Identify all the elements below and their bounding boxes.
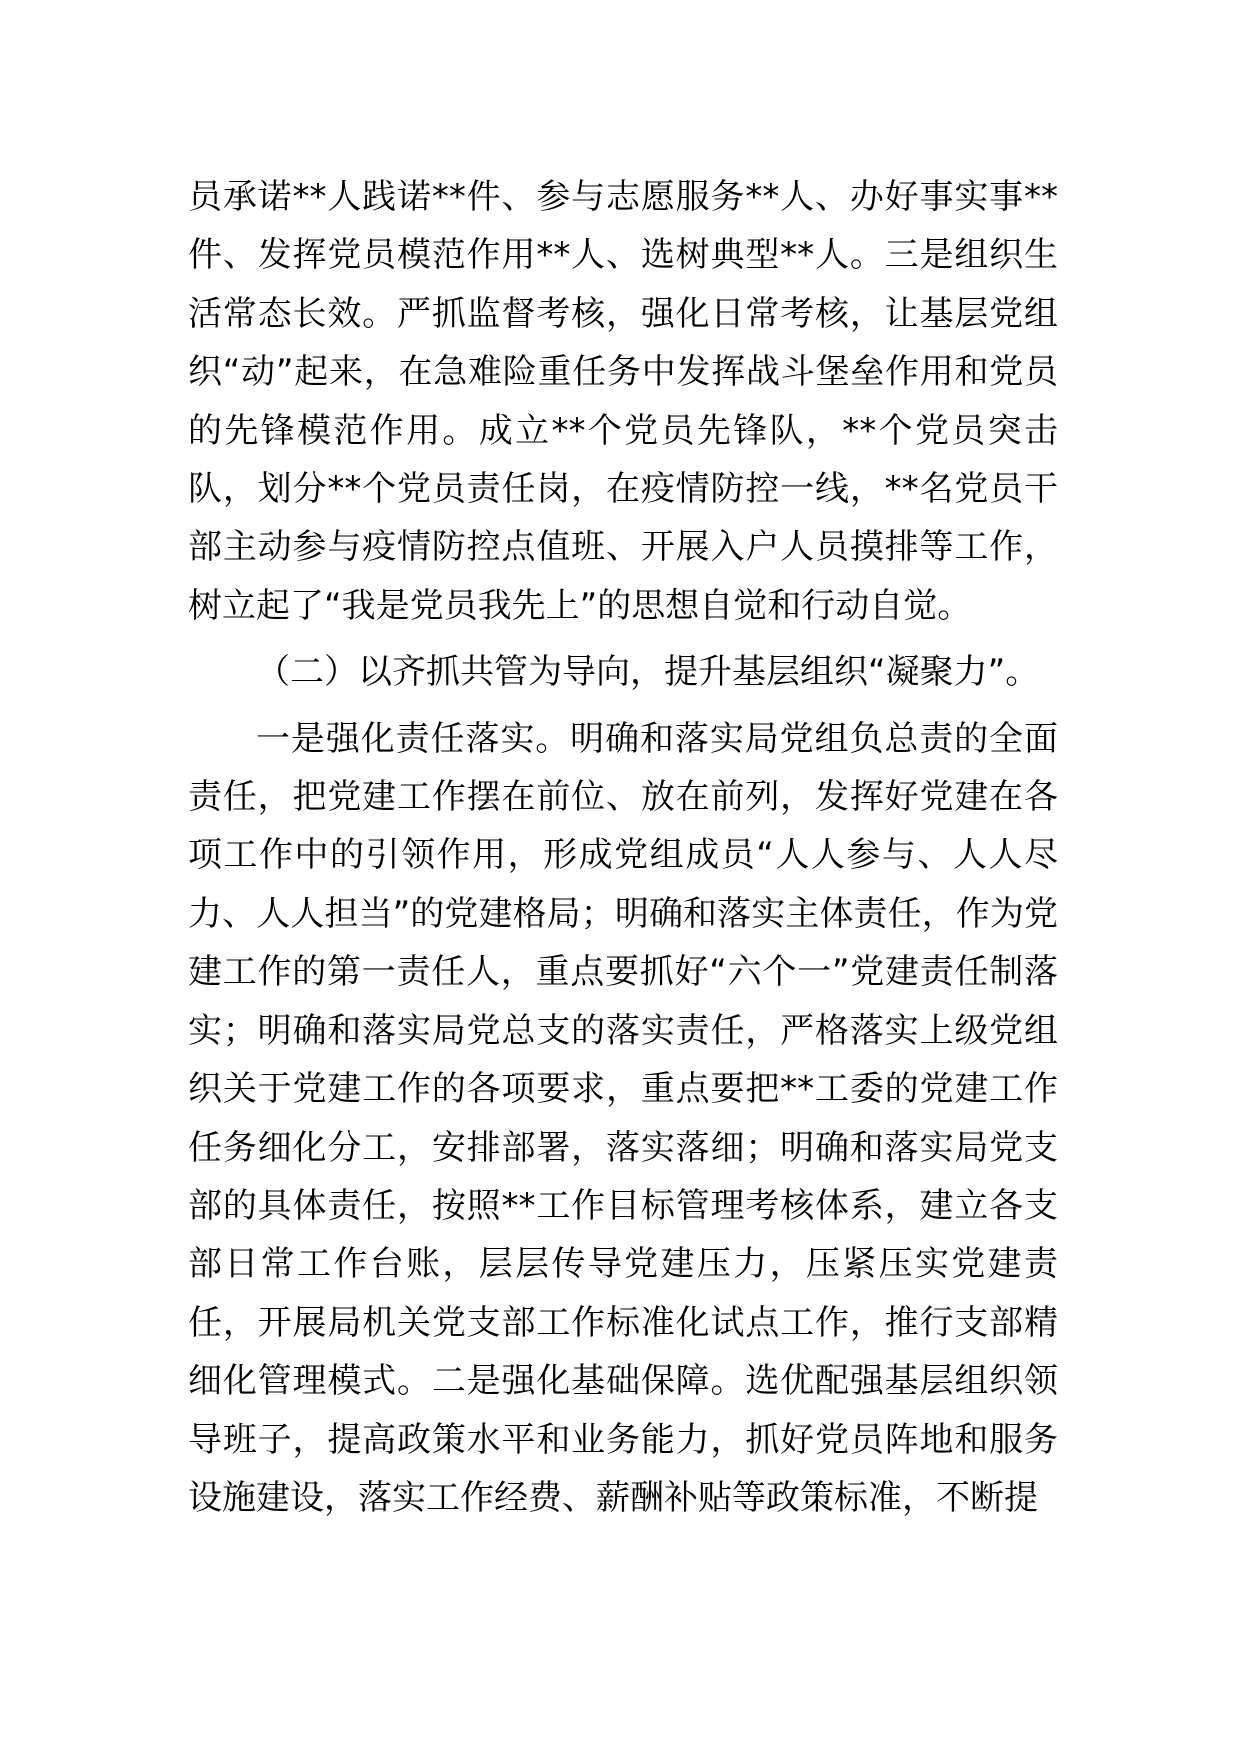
body-paragraph: 一是强化责任落实。明确和落实局党组负总责的全面责任，把党建工作摆在前位、放在前列，发挥好党建在各项工作中的引领作用，形成党组成员“人人参与、人人尽力、人人担当”的党建格局；明确和落实主体责任，作为党建工作的第一责任人，重点要抓好“六个一”党建责任制落实；明确和落实局党总支的落实责任，严格落实上级党组织关于党建工作的各项要求，重点要把**工委的党建工作任务细化分工，安排部署，落实落细；明确和落实局党支部的具体责任，按照**工作目标管理考核体系，建立各支部日常工作台账，层层传导党建压力，压紧压实党建责任，开展局机关党支部工作标准化试点工作，推行支部精细化管理模式。二是强化基础保障。选优配强基层组织领导班子，提高政策水平和业务能力，抓好党员阵地和服务设施建设，落实工作经费、薪酬补贴等政策标准，不断提	[188, 718, 1058, 1518]
body-paragraph-continued: 员承诺**人践诺**件、参与志愿服务**人、办好事实事**件、发挥党员模范作用**人、选树典型**人。三是组织生活常态长效。严抓监督考核，强化日常考核，让基层党组织“动”起来，在急难险重任务中发挥战斗堡垒作用和党员的先锋模范作用。成立**个党员先锋队，**个党员突击队，划分**个党员责任岗，在疫情防控一线，**名党员干部主动参与疫情防控点值班、开展入户人员摸排等工作，树立起了“我是党员我先上”的思想自觉和行动自觉。	[188, 177, 1058, 626]
section-heading: （二）以齐抓共管为导向，提升基层组织“凝聚力”。	[256, 652, 1040, 693]
document-page	[188, 168, 1058, 1527]
